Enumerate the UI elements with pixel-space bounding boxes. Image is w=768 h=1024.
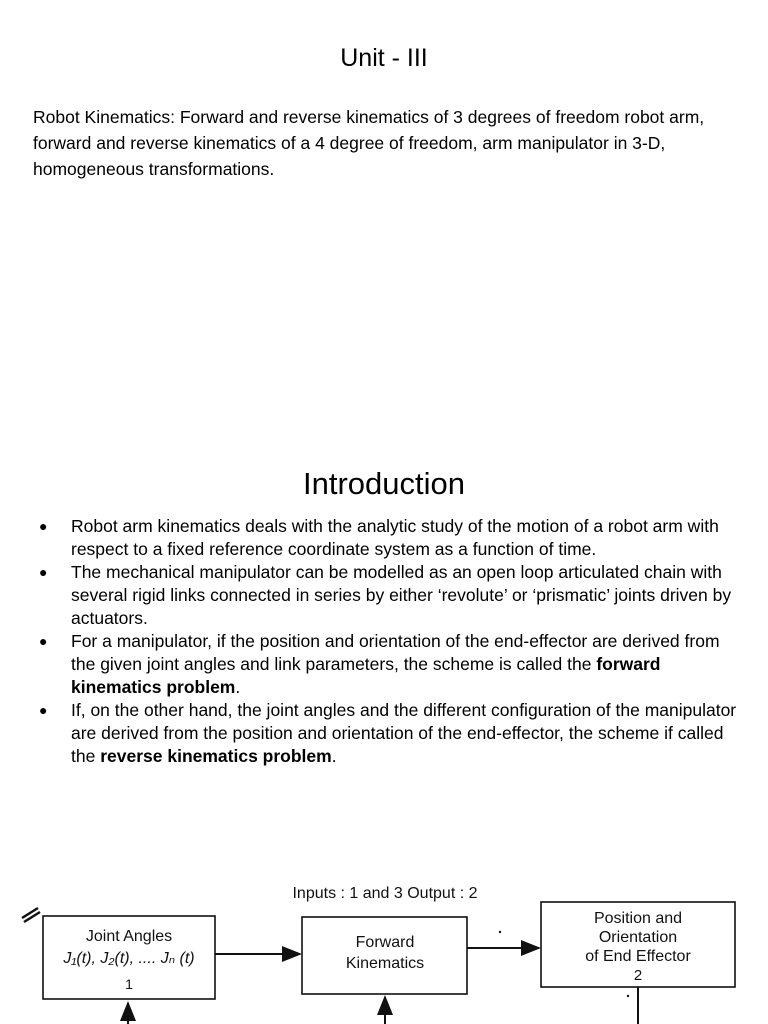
bullet-item — [33, 699, 743, 768]
unit-description: Robot Kinematics: Forward and reverse kinematics of 3 degrees of freedom robot arm, forward and reverse kinematics of a 4 degree of freedom, arm manipulator in 3-D, homogeneous transformations. — [33, 107, 705, 179]
kinematics-block-diagram — [0, 870, 768, 1024]
forward-kinematics-line1: Forward — [355, 934, 415, 951]
bullet-text: For a manipulator, if the position and orientation of the end-effector are derived from the given joint angles and link parameters, the scheme is called the — [71, 631, 720, 674]
unit-title: Unit - III — [340, 44, 428, 72]
end-effector-line2: Orientation — [598, 929, 678, 946]
reverse-kinematics-term: reverse kinematics problem — [100, 746, 332, 766]
bullet-dot-icon: ● — [39, 518, 48, 534]
forward-kinematics-line2: Kinematics — [345, 955, 425, 972]
bullet-item — [33, 630, 743, 699]
introduction-bullet-list — [33, 515, 743, 768]
bullet-item — [33, 515, 743, 561]
diagram-caption: Inputs : 1 and 3 Output : 2 — [292, 885, 478, 902]
end-effector-line1: Position and — [593, 910, 683, 927]
end-effector-number: 2 — [633, 967, 643, 984]
forward-kinematics-term: forward kinematics problem — [71, 654, 661, 697]
bullet-dot-icon: ● — [39, 564, 48, 580]
introduction-heading: Introduction — [303, 466, 465, 501]
bullet-item — [33, 561, 743, 630]
joint-angles-title: Joint Angles — [85, 928, 173, 945]
bullet-text: If, on the other hand, the joint angles and the different configuration of the manipulator are derived from the position and orientation of the end-effector, the scheme if called the — [71, 700, 737, 766]
scan-mark-icon — [22, 908, 40, 922]
bullet-text-end: . — [331, 746, 337, 766]
joint-angles-formula: J₁(t), J₂(t), .... Jₙ (t) — [63, 950, 195, 967]
speck-mark — [627, 995, 629, 997]
bullet-dot-icon: ● — [39, 633, 48, 649]
end-effector-line3: of End Effector — [585, 948, 691, 965]
bullet-text: The mechanical manipulator can be modelled as an open loop articulated chain with several rigid links connected in series by either ‘revolute’ or ‘prismatic’ joints driven by actuators. — [71, 562, 732, 628]
bullet-dot-icon: ● — [39, 702, 48, 718]
joint-angles-number: 1 — [125, 976, 133, 992]
bullet-text-end: . — [235, 677, 241, 697]
bullet-text: Robot arm kinematics deals with the analytic study of the motion of a robot arm with respect to a fixed reference coordinate system as a function of time. — [71, 516, 719, 559]
speck-mark — [499, 931, 501, 933]
